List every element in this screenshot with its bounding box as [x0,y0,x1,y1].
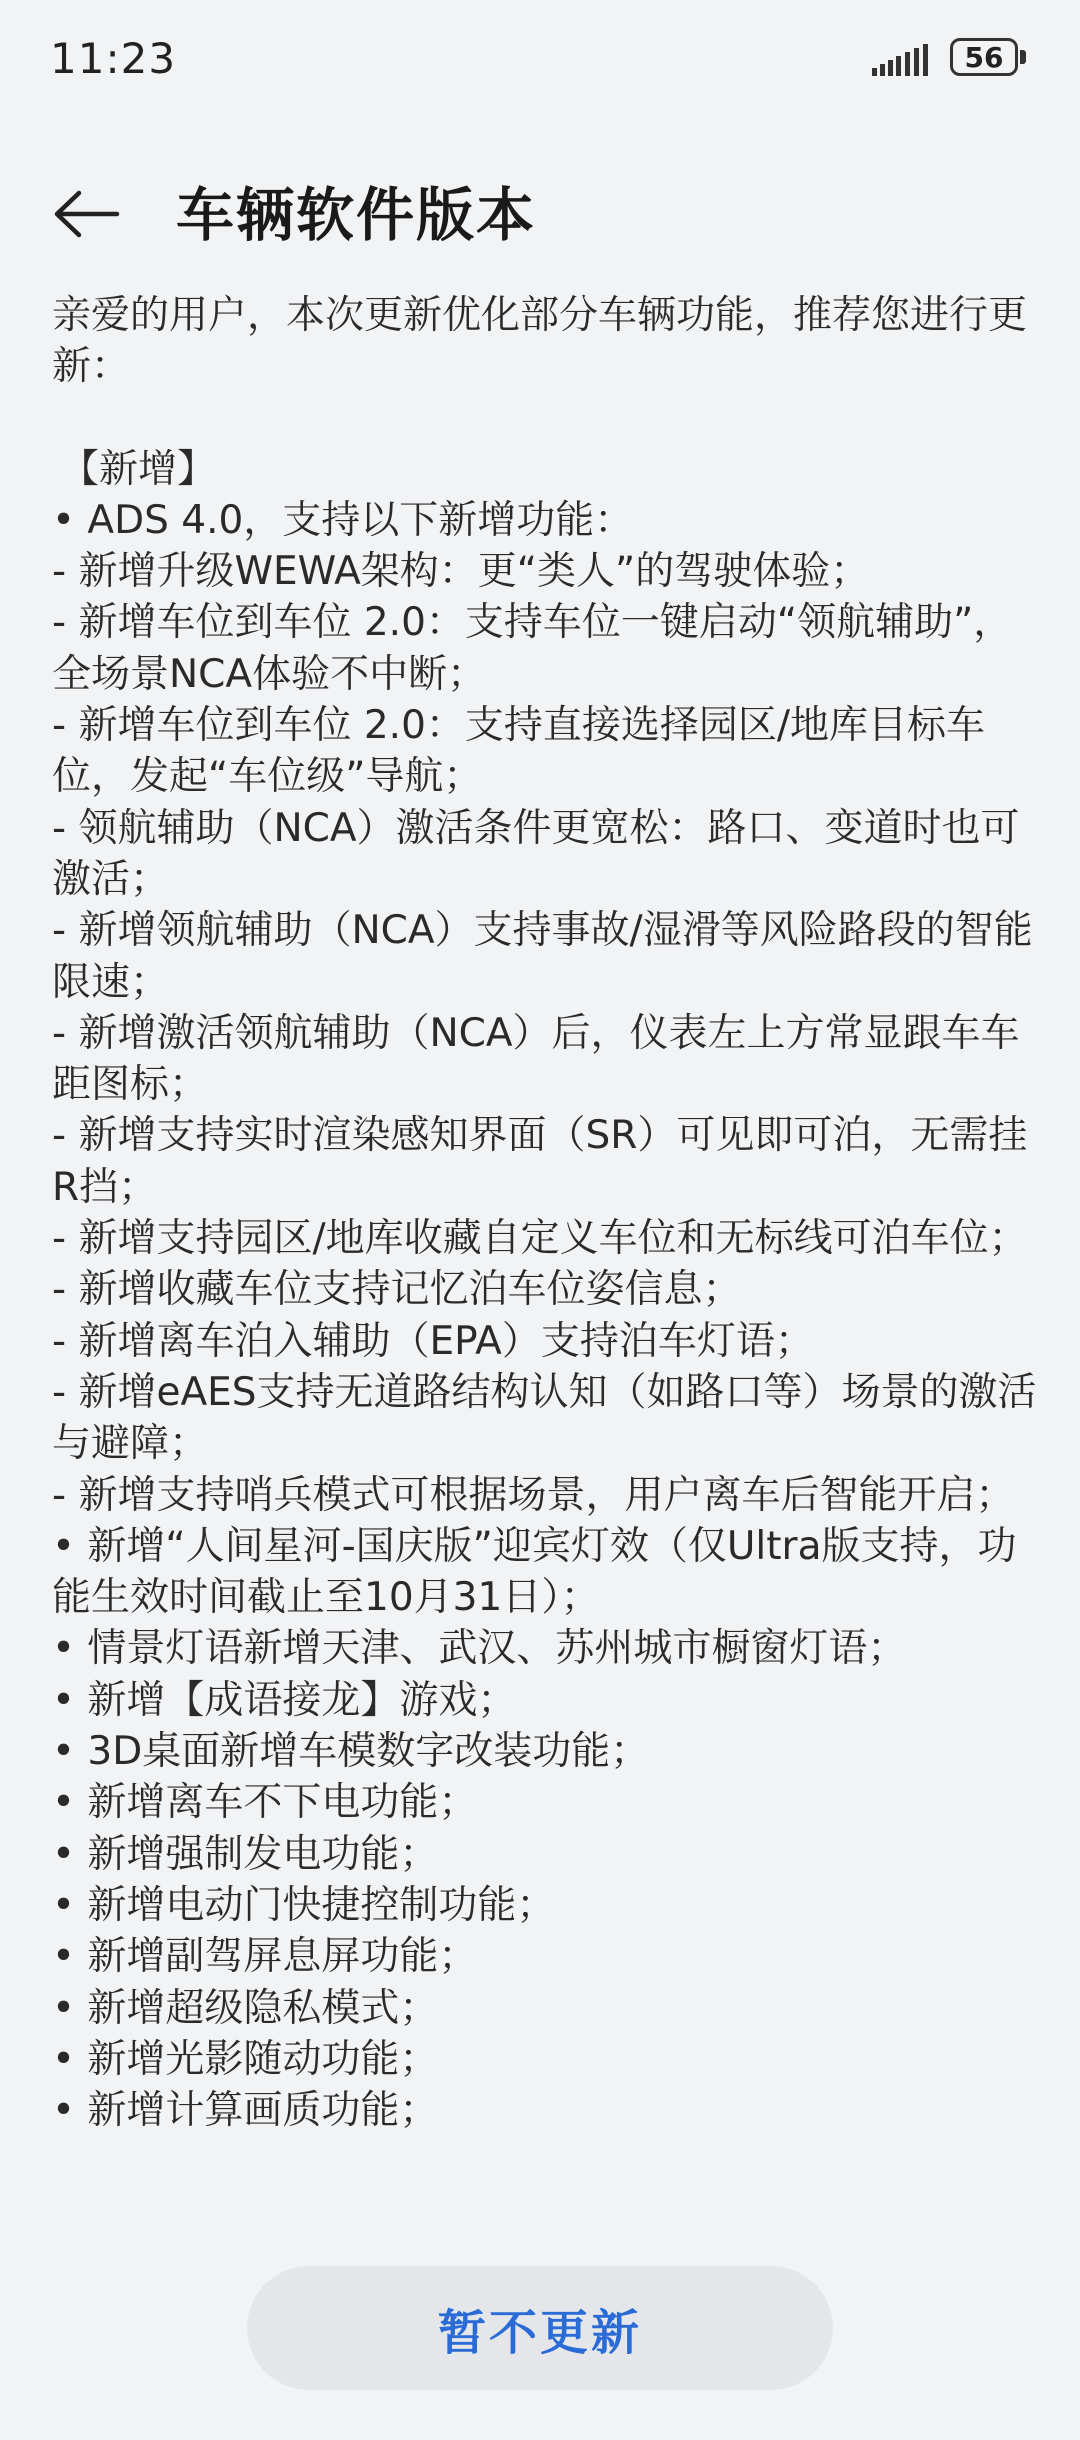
note-item: • 新增计算画质功能； [52,2088,439,2134]
note-item: - 新增升级WEWA架构：更“类人”的驾驶体验； [52,549,870,595]
note-item: • 新增超级隐私模式； [52,1985,439,2031]
header [0,160,1080,260]
battery-icon [950,38,1030,78]
note-item: - 新增支持哨兵模式可根据场景，用户离车后智能开启； [52,1472,1015,1518]
battery-level: 56 [950,38,1018,76]
status-time: 11:23 [50,34,177,83]
note-item: - 新增支持园区/地库收藏自定义车位和无标线可泊车位； [52,1216,1028,1262]
note-item: - 领航辅助（NCA）激活条件更宽松：路口、变道时也可激活； [52,805,1020,902]
page-title: 车辆软件版本 [176,181,537,249]
section-title: 【新增】 [60,446,217,492]
note-item: • 3D桌面新增车模数字改装功能； [52,1729,650,1775]
note-item: • ADS 4.0，支持以下新增功能： [52,497,634,543]
note-item: • 新增强制发电功能； [52,1831,439,1877]
scroll-fade [0,2170,1080,2230]
note-item: • 新增【成语接龙】游戏； [52,1677,517,1723]
back-button[interactable] [46,174,126,254]
release-notes[interactable] [52,290,1037,2222]
back-arrow-icon [51,189,121,239]
note-item: - 新增领航辅助（NCA）支持事故/湿滑等风险路段的智能限速； [52,908,1033,1005]
intro-text: 亲爱的用户，本次更新优化部分车辆功能，推荐您进行更新： [52,293,1028,390]
status-bar [0,0,1080,120]
note-item: • 新增电动门快捷控制功能； [52,1882,556,1928]
update-later-button[interactable]: 暂不更新 [247,2266,833,2390]
note-item: - 新增车位到车位 2.0：支持直接选择园区/地库目标车位，发起“车位级”导航； [52,703,986,800]
note-item: - 新增激活领航辅助（NCA）后，仪表左上方常显跟车车距图标； [52,1010,1020,1108]
note-item: - 新增离车泊入辅助（EPA）支持泊车灯语； [52,1318,814,1364]
signal-strength-icon [872,42,942,78]
note-item: - 新增支持实时渲染感知界面（SR）可见即可泊，无需挂R挡； [52,1113,1028,1210]
note-item: - 新增车位到车位 2.0：支持车位一键启动“领航辅助”，全场景NCA体验不中断； [52,600,1013,697]
note-item: - 新增eAES支持无道路结构认知（如路口等）场景的激活与避障； [52,1369,1037,1467]
note-item: • 新增光影随动功能； [52,2036,439,2082]
note-item: - 新增收藏车位支持记忆泊车位姿信息； [52,1267,742,1313]
note-item: • 新增副驾屏息屏功能； [52,1934,478,1980]
note-item: • 新增“人间星河-国庆版”迎宾灯效（仅Ultra版支持，功能生效时间截止至10月31日）； [52,1523,1017,1621]
note-item: • 情景灯语新增天津、武汉、苏州城市橱窗灯语； [52,1626,907,1672]
note-item: • 新增离车不下电功能； [52,1780,478,1826]
